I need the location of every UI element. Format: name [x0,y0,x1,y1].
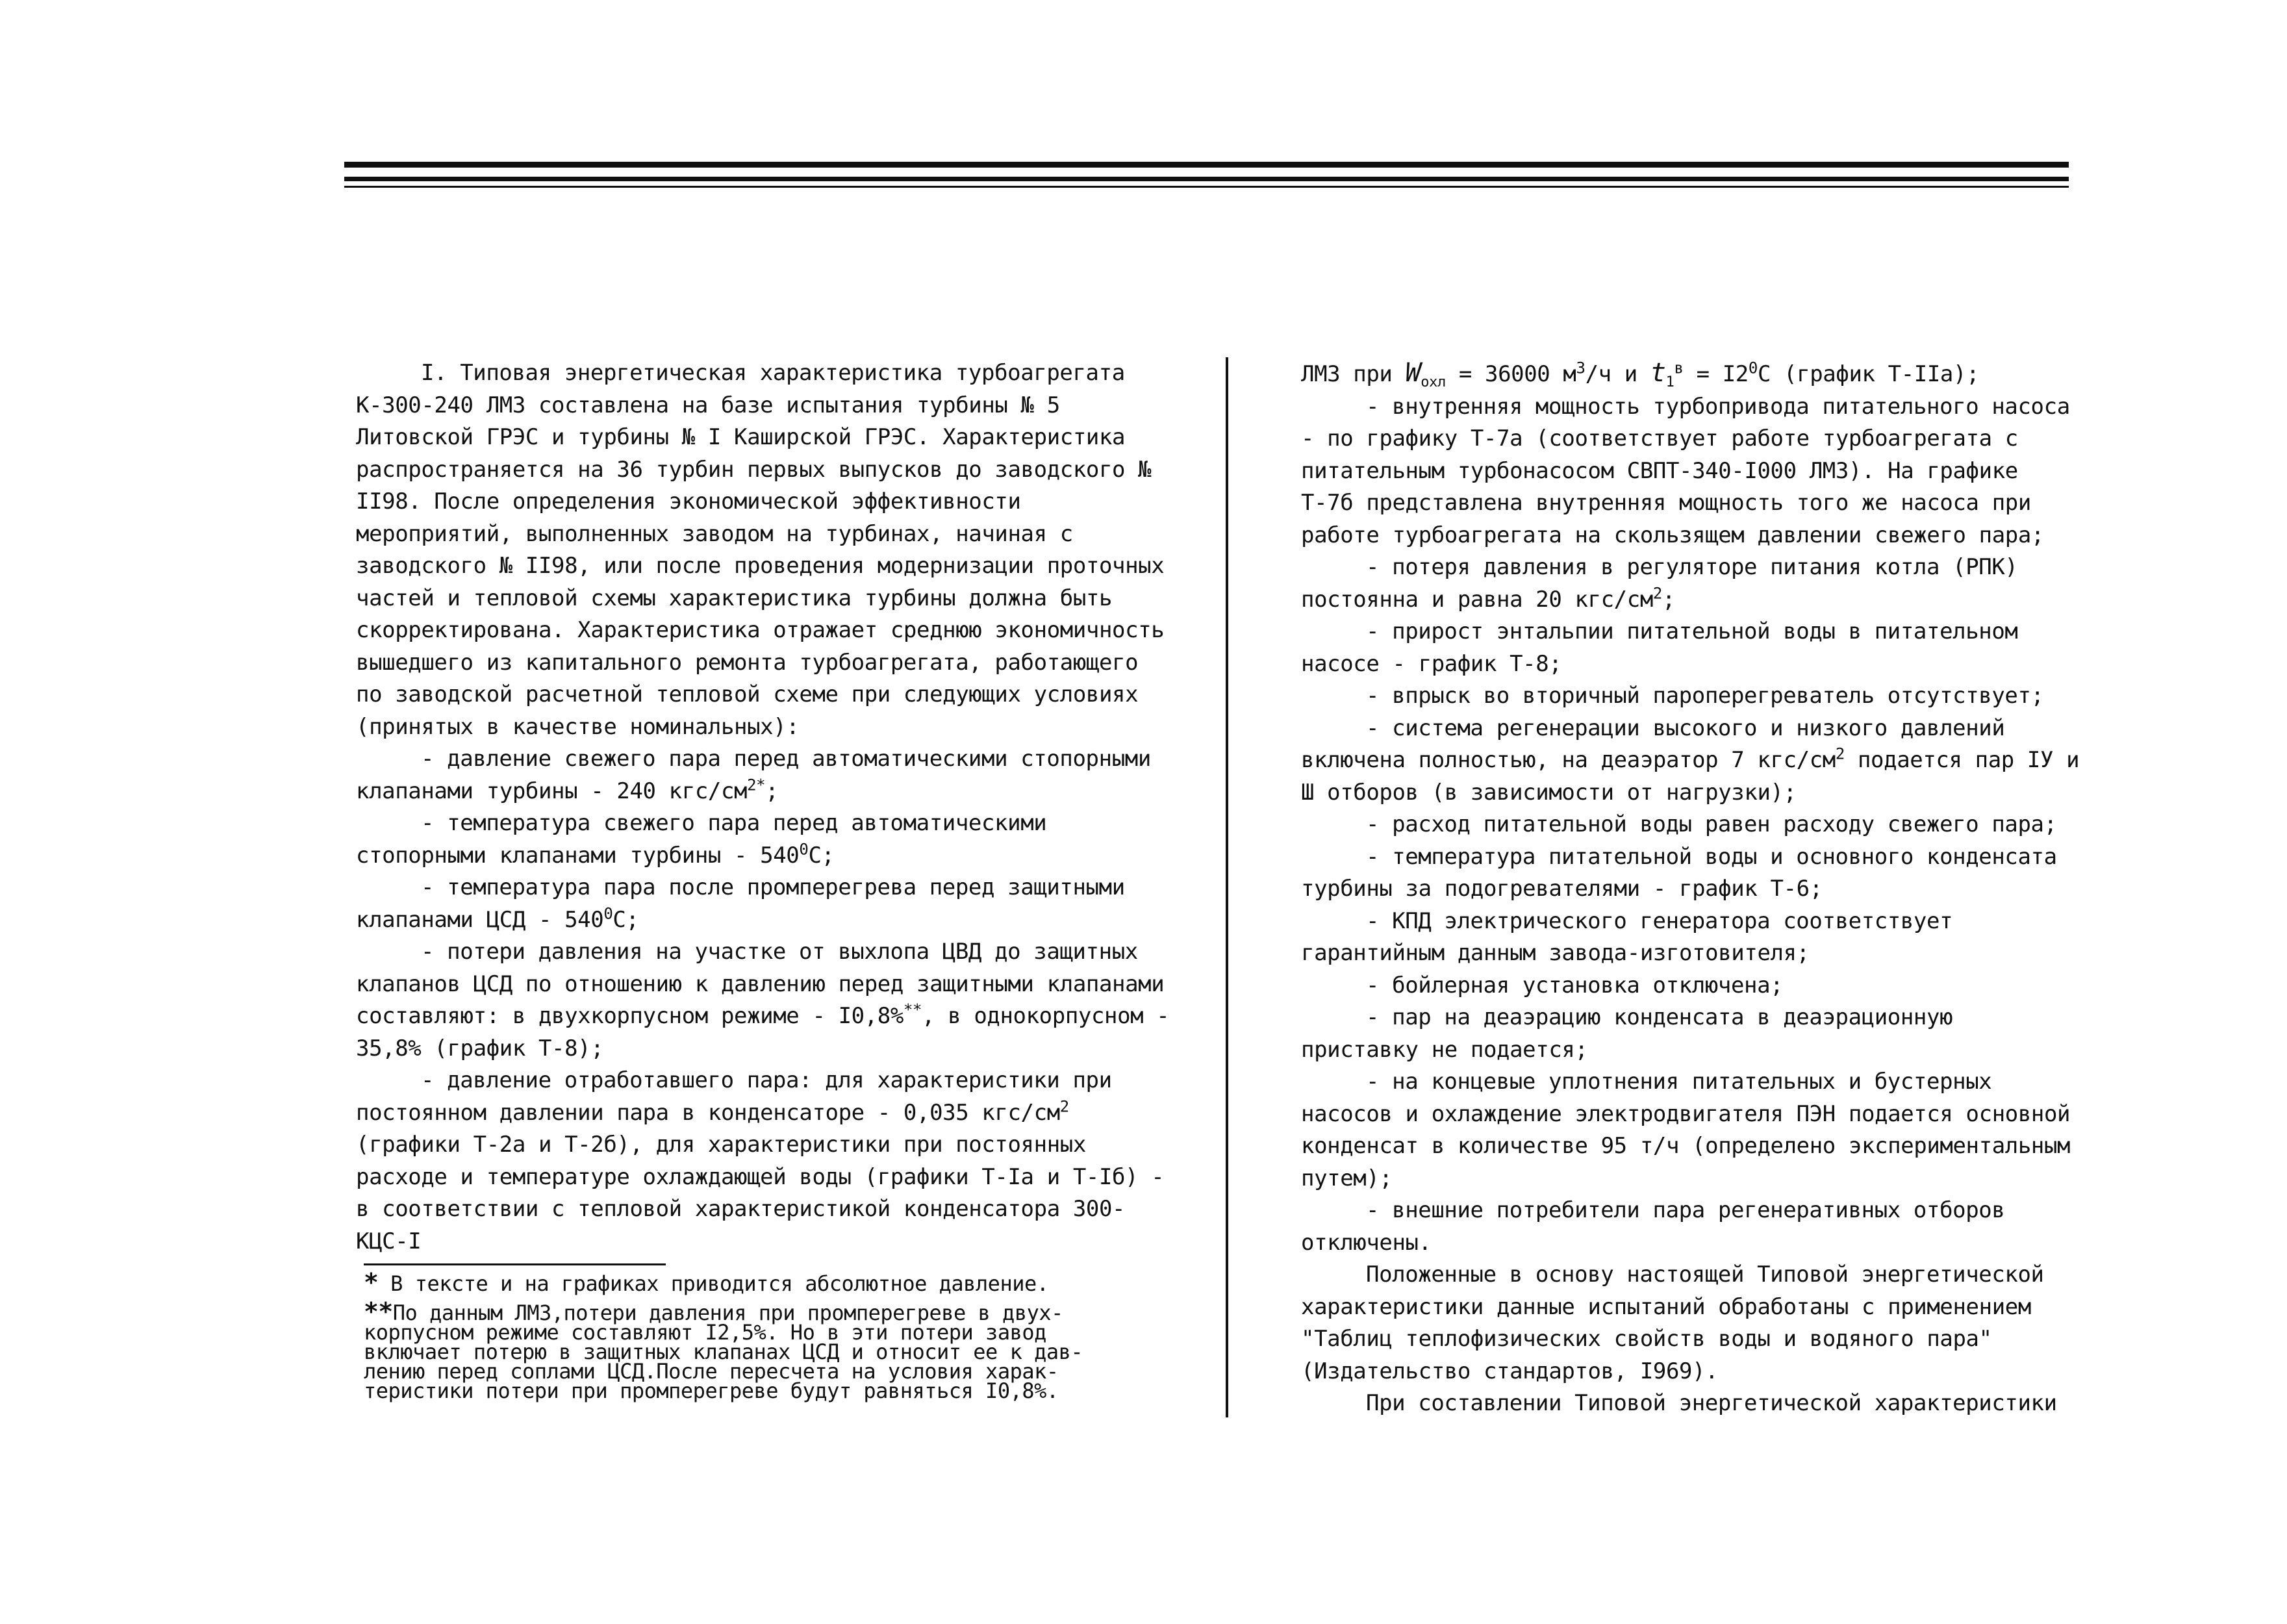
footnote-rule [364,1263,666,1265]
condition-feedwater-flow: - расход питательной воды равен расходу свежего пара; [1366,811,2057,837]
intro-paragraph: I. Типовая энергетическая характеристика турбоагрегата К-300-240 ЛМЗ составлена на базе испытания турбины № 5 Литовской ГРЭС и турбины № I Каширской ГРЭС. Характеристика распространяется на 36 турбин первых выпусков до заводского № II98. После определения экономической эффективности мероприятий, выполненных заводом на турбинах, начиная с заводского № II98, или после проведения модернизации проточных частей и тепловой схемы характеристика турбины должна быть скорректирована. Характеристика отражает среднюю экономичность вышедшего из капитального ремонта турбоагрегата, работающего по заводской расчетной тепловой схеме при следующих условиях (принятых в качестве номинальных): [356,360,1165,740]
condition-enthalpy-rise: - прирост энтальпии питательной воды в питательном насосе - график Т-8; [1301,618,2018,677]
condition-fresh-steam-pressure: - давление свежего пара перед автоматическими стопорными клапанами турбины - 240 кгс/$см^{2*}$; [356,746,1151,804]
header-rule-thick [344,162,2069,168]
condition-feedwater-temperature: - температура питательной воды и основного конденсата турбины за подогревателями - график Т-6; [1301,843,2057,902]
right-column [1301,357,2080,1420]
condition-generator-efficiency: - КПД электрического генератора соответствует гарантийным данным завода-изготовителя; [1301,907,1953,966]
footnote-mark-1: * [364,1268,379,1297]
column-divider [1226,357,1228,1417]
condition-seals: - на концевые уплотнения питательных и бустерных насосов и охлаждение электродвигателя ПЭН подается основной конденсат в количестве 95 т/ч (определено экспериментальным путем); [1301,1069,2071,1191]
footnote-mark-2: ** [364,1297,393,1326]
condition-boiler: - бойлерная установка отключена; [1366,972,1784,998]
footnote-1: * В тексте и на графиках приводится абсолютное давление. [364,1268,1049,1297]
formula-line: ЛМЗ при $W_{охл} = 36000$ $м^3/ч$ и $t_1^в = I2^0С$ (график Т-IIа); [1301,358,1980,390]
condition-fresh-steam-temperature: - температура свежего пара перед автоматическими стопорными клапанами турбины - $540^0С$; [356,810,1047,869]
condition-injection: - впрыск во вторичный пароперегреватель отсутствует; [1366,683,2044,709]
left-column [356,357,1174,1258]
condition-rpk-loss: - потеря давления в регуляторе питания котла (РПК) постоянна и равна 20 кгс/$см^2$; [1301,554,2018,613]
condition-pump-power: - внутренняя мощность турбопривода питательного насоса - по графику Т-7а (соответствует работе турбоагрегата с питательным турбонасосом СВПТ-340-I000 ЛМЗ). На графике Т-7б представлена внутренняя мощность того же насоса при работе турбоагрегата на скользящем давлении свежего пара; [1301,393,2070,548]
header-rule-middle [344,177,2069,181]
condition-reheat-temperature: - температура пара после промперегрева перед защитными клапанами ЦСД - $540^0С$; [356,874,1125,933]
footnote-ref-2: ** [903,1000,922,1019]
closing-paragraph: При составлении Типовой энергетической характеристики [1366,1390,2057,1416]
footnote-2: **По данным ЛМЗ,потери давления при промперегреве в двух- корпусном режиме составляют I2,5%. Но в эти потери завод включает потерю в защитных клапанах ЦСД и относит ее к дав- лению перед соплами ЦСД.После пересчета на условия харак- теристики потери при промперегреве будут равняться I0,8%. [364,1297,1083,1403]
condition-exhaust-pressure: - давление отработавшего пара: для характеристики при постоянном давлении пара в конденсаторе - 0,035 кгс/$см^2$ (графики Т-2а и Т-2б), для характеристики при постоянных расходе и температуре охлаждающей воды (графики Т-Iа и Т-Iб) - в соответствии с тепловой характеристикой конденсатора 300-КЦС-I [356,1067,1165,1254]
condition-pressure-losses: - потери давления на участке от выхлопа ЦВД до защитных клапанов ЦСД по отношению к давлению перед защитными клапанами составляют: в двухкорпусном режиме - I0,8%**, в однокорпусном - 35,8% (график Т-8); [356,939,1170,1061]
condition-deaeration: - пар на деаэрацию конденсата в деаэрационную приставку не подается; [1301,1004,1953,1063]
condition-regeneration: - система регенерации высокого и низкого давлений включена полностью, на деаэратор 7 кгс/$см^2$ подается пар IУ и Ш отборов (в зависимости от нагрузки); [1301,715,2080,806]
data-processing-paragraph: Положенные в основу настоящей Типовой энергетической характеристики данные испытаний обработаны с применением "Таблиц теплофизических свойств воды и водяного пара" (Издательство стандартов, I969). [1301,1262,2044,1384]
footnote-ref-1: * [756,776,766,794]
condition-consumers: - внешние потребители пара регенеративных отборов отключены. [1301,1197,2005,1256]
footnotes [364,1267,1176,1401]
header-rule-thin [344,186,2069,188]
